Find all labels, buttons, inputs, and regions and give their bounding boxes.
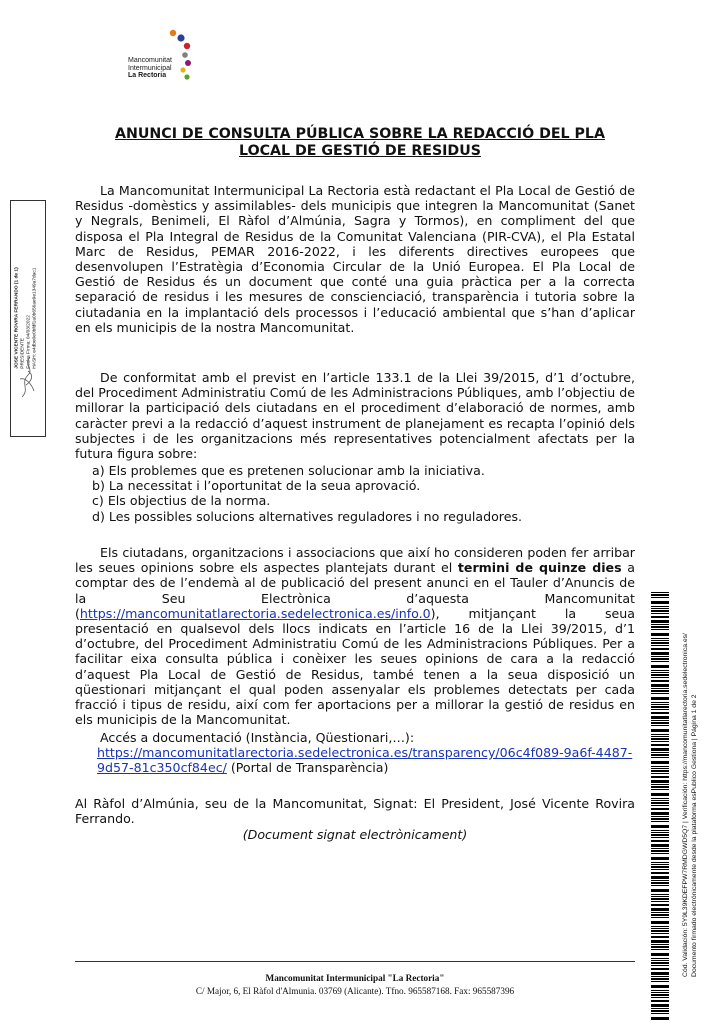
footer-divider xyxy=(75,961,635,962)
page-title: ANUNCI DE CONSULTA PÚBLICA SOBRE LA REDACCIÓ DEL PLA LOCAL DE GESTIÓ DE RESIDUS xyxy=(115,126,605,159)
info-link[interactable]: https://mancomunitatlarectoria.sedelectronica.es/info.0 xyxy=(79,605,431,621)
paragraph-legal-basis: De conformitat amb el previst en l’article 133.1 de la Llei 39/2015, d’1 d’octubre, del Procediment Administratiu Comú de les Administracions Públiques, amb l’objectiu de millorar la participació dels ciutadans en el procediment d’elaboració de normes, amb caràcter previ a la redacció d’aquest instrument de planejament es recapta l’opinió dels subjectes i de les organitzacions més representatives potencialment afectats per la futura figura sobre: xyxy=(75,370,635,462)
list-item: c) Els objectius de la norma. xyxy=(92,493,271,509)
barcode-icon xyxy=(651,590,669,1020)
signature-info: JOSE VICENTE ROVIRA FERRANDO (1 de 1) PRESIDENTE Fecha Firma: 04/03/2022 HASH: e4dbe0e0bfdf1a0b656ae9e1349a7dac1 xyxy=(15,266,38,369)
paragraph-participation: Els ciutadans, organitzacions i associacions que així ho consideren poden fer arribar les seues opinions sobre els aspectes plantejats durant el termini de quinze dies a comptar des de l’endemà al de publicació del present anunci en el Tauler d’Anuncis de la Seu Electrònica d’aquesta Mancomunitat (https://mancomunitatlarectoria.sedelectronica.es/info.0), mitjançant la seua presentació en qualsevol dels llocs indicats en l’article 16 de la Llei 39/2015, d’1 d’octubre, del Procediment Administratiu Comú de les Administracions Públiques. Per a facilitar eixa consulta pública i conèixer les seues opinions de cara a la redacció d’aquest Pla Local de Gestió de Residus, també tenen a la seua disposició un qüestionari mitjançant el qual poden assenyalar els problemes detectats per cada fracció i tipus de residu, així com fer aportacions per a millorar la gestió de residus en els municipis de la Mancomunitat. xyxy=(75,545,635,728)
list-item: b) La necessitat i l’oportunitat de la seua aprovació. xyxy=(92,478,421,494)
list-item: d) Les possibles solucions alternatives reguladores i no reguladores. xyxy=(92,508,523,524)
footer: Mancomunitat Intermunicipal "La Rectoria" C/ Major, 6, El Ràfol d'Almunia. 03769 (Alicante). Tfno. 965587168. Fax: 965587396 xyxy=(195,973,515,996)
list-item: a) Els problemes que es pretenen solucionar amb la iniciativa. xyxy=(92,463,485,478)
closing-signature-text: Al Ràfol d’Almúnia, seu de la Mancomunitat, Signat: El President, José Vicente Rovira Ferrando. xyxy=(75,796,635,827)
consultation-questions-list xyxy=(92,463,612,524)
deadline-text: termini de quinze dies xyxy=(457,560,622,576)
documentation-access: Accés a documentació (Instància, Qüestionari,…): https://mancomunitatlarectoria.sedelectronica.es/transparency/06c4f089-9a6f-4487-9d57-81c350cf84ec/ (Portal de Transparència) xyxy=(97,730,633,776)
signed-note: (Document signat electrònicament) xyxy=(242,827,468,842)
transparency-portal-link[interactable]: https://mancomunitatlarectoria.sedelectronica.es/transparency/06c4f089-9a6f-4487-9d57-81c350cf84ec/ xyxy=(97,745,633,776)
verification-info: Cód. Validación: 5Y9L39KDEFPW7RMDGWD5Q7 | Verificación: https://mancomunitatlarectoria.sedelectronica.es/ Documento firmado electrónicamente desde la plataforma esPublico Gestiona | Página 1 de 2 xyxy=(682,633,698,977)
paragraph-intro: La Mancomunitat Intermunicipal La Rectoria està redactant el Pla Local de Gestió de Residus -domèstics y assimilables- dels municipis que integren la Mancomunitat (Sanet y Negrals, Benimeli, El Ràfol d’Almúnia, Sagra y Tormos), en compliment del que disposa el Pla Integral de Residus de la Comunitat Valenciana (PIR-CVA), el Pla Estatal Marc de Residus, PEMAR 2016-2022, i les diferents directives europees que desenvolupen l’Estratègia d’Economia Circular de la Unió Europea. El Pla Local de Gestió de Residus és un document que conté una guia pràctica per a la correcta separació de residus i les mesures de conscienciació, transparència i tutoria sobre la ciutadania en la implantació dels processos i l’educació ambiental que s’han d’aplicar en els municipis de la nostra Mancomunitat. xyxy=(75,183,635,335)
handwritten-signature-icon xyxy=(16,345,38,405)
logo-text: Mancomunitat Intermunicipal La Rectoria xyxy=(128,57,172,79)
